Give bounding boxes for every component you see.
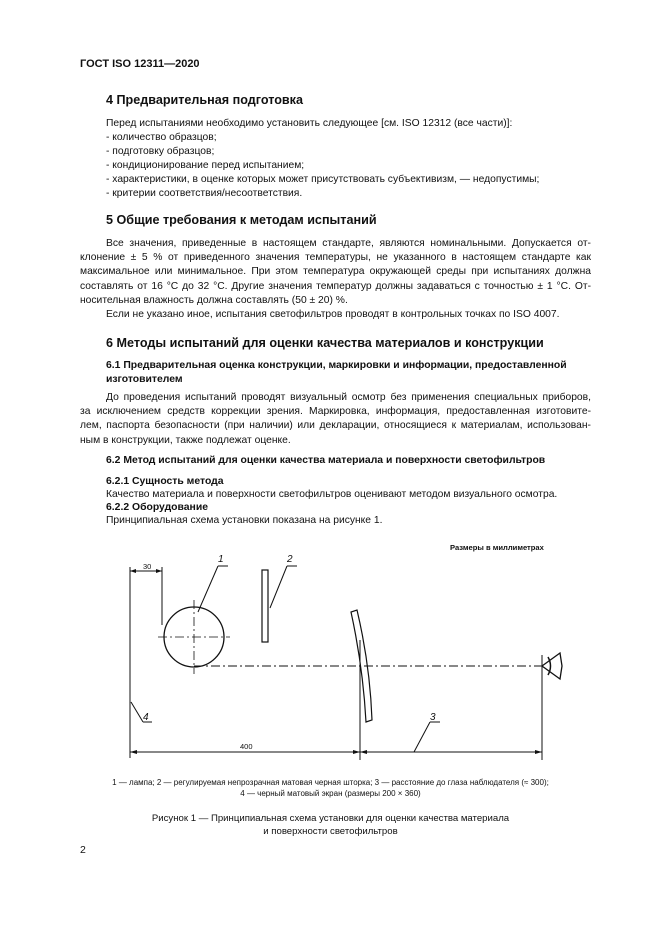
text-line: носительная влажность должна составлять (50 ± 20) %. [80,294,348,306]
section-5-paragraph-1 [80,237,591,308]
arrowhead [130,569,136,573]
section-4-title: 4 Предварительная подготовка [106,93,303,107]
arrowhead [156,569,162,573]
text-line: ным в конструкции, также подлежат оценке. [80,434,291,446]
list-item: - характеристики, в оценке которых может присутствовать субъективизм, — недопустимы; [106,174,540,185]
section-6-2-2-title: 6.2.2 Оборудование [106,502,208,513]
list-item: - количество образцов; [106,132,217,143]
arrowhead [130,750,137,754]
section-6-1-title [106,359,567,387]
list-item: - подготовку образцов; [106,146,215,157]
figure-title-line: и поверхности светофильтров [263,826,398,837]
label-3: 3 [430,712,436,723]
label-4: 4 [143,712,149,723]
list-item: - критерии соответствия/несоответствия. [106,188,303,199]
leader-3 [414,722,430,752]
eye-symbol [542,653,562,679]
section-6-title: 6 Методы испытаний для оценки качества материалов и конструкции [106,336,544,350]
section-5-title: 5 Общие требования к методам испытаний [106,213,377,227]
arrowhead [535,750,542,754]
section-6-1-paragraph [80,391,591,448]
section-4-list [106,131,591,201]
section-6-2-1-title: 6.2.1 Сущность метода [106,476,224,487]
section-5-paragraph-2: Если не указано иное, испытания светофильтров проводят в контрольных точках по ISO 4007. [106,309,560,320]
label-1: 1 [218,554,224,565]
page-number: 2 [80,844,86,856]
figure-title [60,812,601,838]
arrowhead [360,750,367,754]
section-4-intro: Перед испытаниями необходимо установить следующее [см. ISO 12312 (все части)]: [106,118,513,129]
text-line: лем, паспорта безопасности (при наличии) или декларации, относящиеся к материалам, использован- [80,420,591,432]
title-line: 6.1 Предварительная оценка конструкции, маркировки и информации, предоставленной [106,360,567,371]
leader-2 [270,566,287,608]
text-line: клонение ± 5 % от приведенного значения температуры, не указанного в настоящем стандарте как [80,252,591,264]
leader-4 [131,702,143,722]
text-line: максимальное или минимальное. При этом температура окружающей среды при испытаниях должна [80,266,591,278]
shutter-rect [262,570,268,642]
arrowhead [353,750,360,754]
section-6-2-title: 6.2 Метод испытаний для оценки качества материала и поверхности светофильтров [106,455,546,466]
document-header: ГОСТ ISO 12311—2020 [80,58,200,70]
figure-caption [60,777,601,799]
text-line: Все значения, приведенные в настоящем стандарте, являются номинальными. Допускается от- [106,238,591,249]
text-line: составлять от 16 °С до 32 °С. Другие значения температур должны задаваться с точностью ± 1 °С. От- [80,280,591,292]
figure-1-diagram [0,535,661,770]
section-6-2-1-text: Качество материала и поверхности светофильтров оценивают методом визуального осмотра. [106,489,558,500]
text-line: До проведения испытаний проводят визуальный осмотр без применения специальных приборов, [106,392,591,403]
title-line: изготовителем [106,374,183,385]
figure-title-line: Рисунок 1 — Принципиальная схема установки для оценки качества материала [151,813,510,824]
caption-line: 4 — черный матовый экран (размеры 200 × 360) [240,789,421,798]
leader-1 [198,566,218,612]
dim-400-label: 400 [240,742,253,751]
caption-line: 1 — лампа; 2 — регулируемая непрозрачная матовая черная шторка; 3 — расстояние до глаза наблюдателя (≈ 300); [112,778,549,787]
label-2: 2 [287,554,293,565]
section-6-2-2-text: Принципиальная схема установки показана на рисунке 1. [106,515,383,526]
units-note: Размеры в миллиметрах [450,543,544,552]
text-line: за исключением средств коррекции зрения. Маркировка, информация, предоставленная изготовите- [80,406,591,418]
dim-30-label: 30 [143,562,152,571]
list-item: - кондиционирование перед испытанием; [106,160,305,171]
